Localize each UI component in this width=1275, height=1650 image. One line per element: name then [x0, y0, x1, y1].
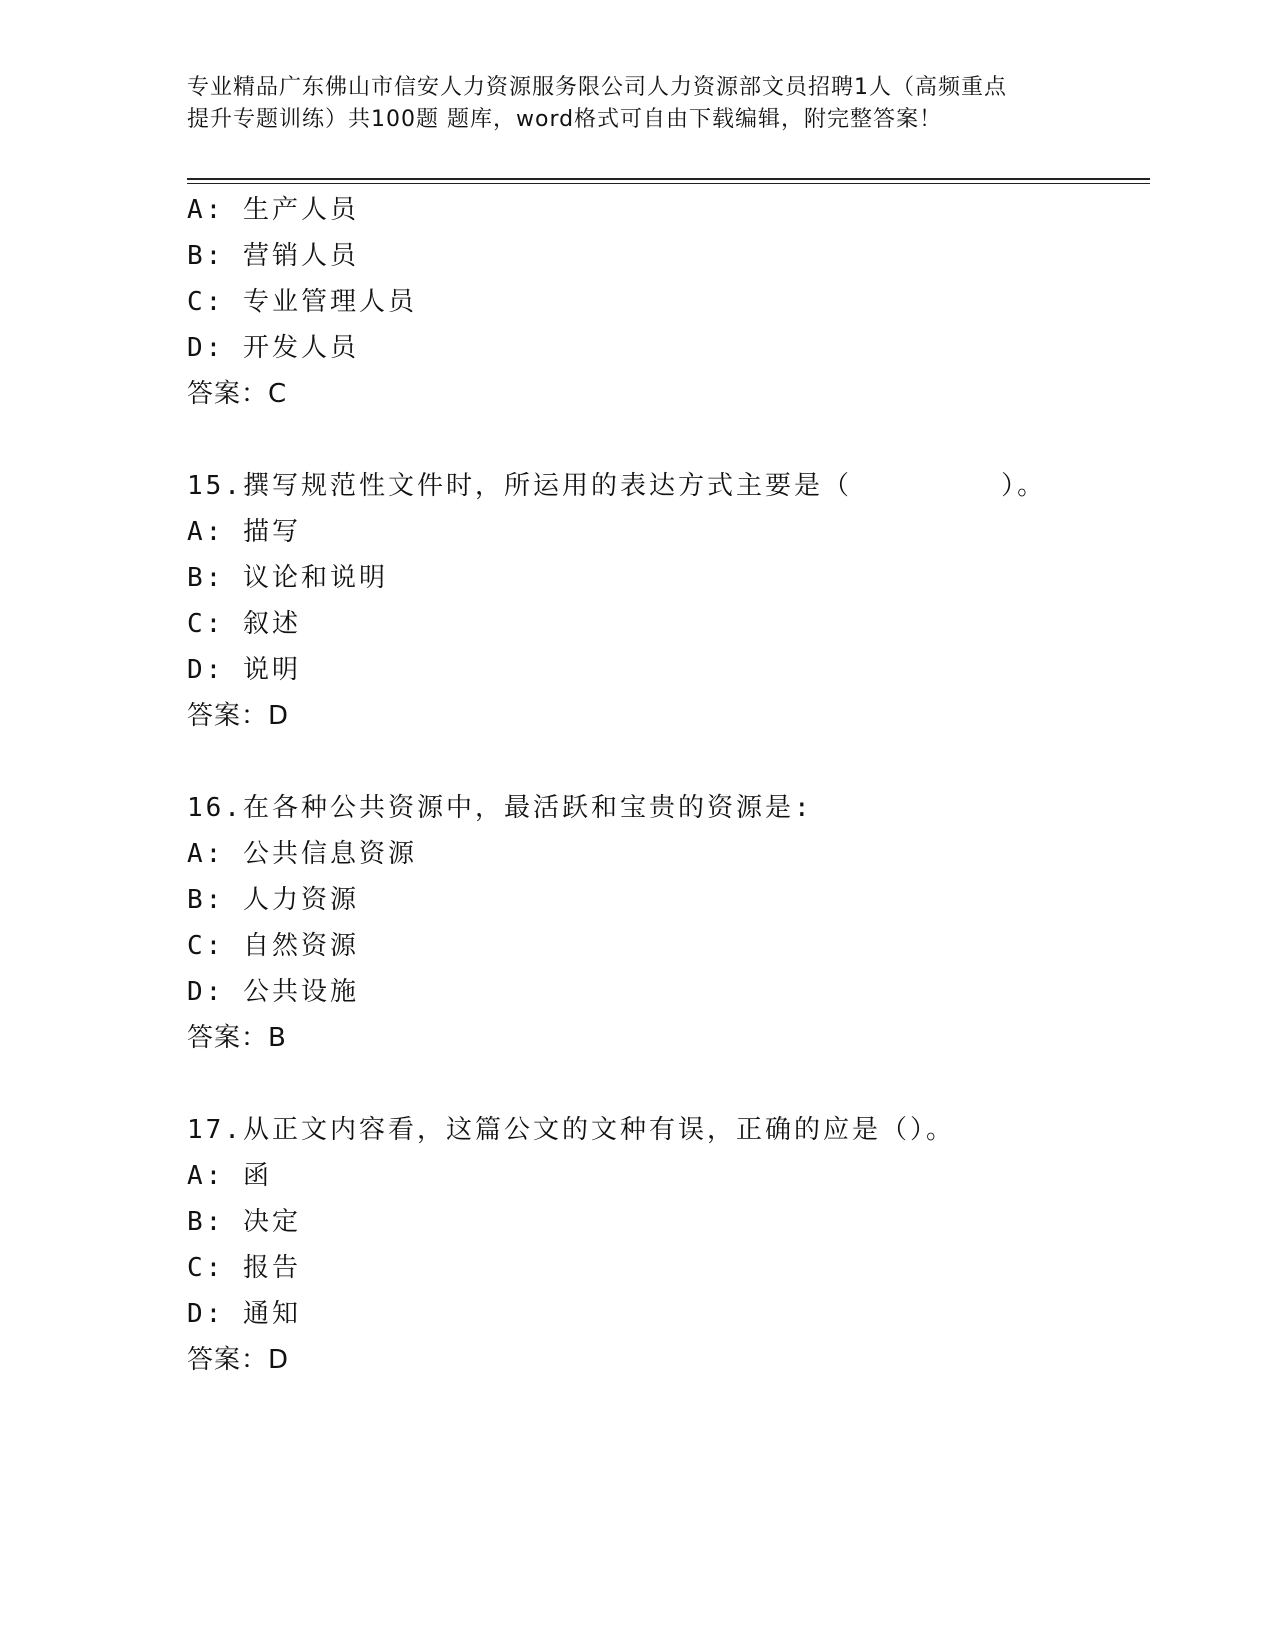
option-d: D: 开发人员	[187, 333, 359, 363]
option-c: C: 报告	[187, 1253, 301, 1283]
option-a: A: 函	[187, 1161, 272, 1191]
option-a: A: 公共信息资源	[187, 839, 417, 869]
question-block-15	[187, 463, 1150, 739]
question-block-17	[187, 1107, 1150, 1383]
question-block-14	[187, 187, 1150, 417]
option-b: B: 议论和说明	[187, 563, 388, 593]
option-c: C: 自然资源	[187, 931, 359, 961]
option-a: A: 生产人员	[187, 195, 359, 225]
answer: 答案：D	[187, 701, 290, 731]
option-c: C: 叙述	[187, 609, 301, 639]
option-d: D: 说明	[187, 655, 301, 685]
option-b: B: 决定	[187, 1207, 301, 1237]
question-list	[187, 187, 1150, 1383]
spacer	[187, 1061, 1150, 1107]
header-line-2: 提升专题训练）共100题 题库，word格式可自由下载编辑，附完整答案！	[187, 107, 943, 132]
question-stem: 15.撰写规范性文件时，所运用的表达方式主要是（ ）。	[187, 471, 1047, 501]
option-d: D: 通知	[187, 1299, 301, 1329]
question-block-16	[187, 785, 1150, 1061]
question-stem: 16.在各种公共资源中，最活跃和宝贵的资源是:	[187, 793, 813, 823]
question-stem: 17.从正文内容看，这篇公文的文种有误，正确的应是（）。	[187, 1115, 955, 1145]
answer: 答案：B	[187, 1023, 287, 1053]
option-a: A: 描写	[187, 517, 301, 547]
document-header	[187, 72, 1087, 136]
spacer	[187, 739, 1150, 785]
header-divider-thick	[187, 178, 1150, 180]
option-b: B: 人力资源	[187, 885, 359, 915]
answer: 答案：C	[187, 379, 288, 409]
option-d: D: 公共设施	[187, 977, 359, 1007]
option-b: B: 营销人员	[187, 241, 359, 271]
option-c: C: 专业管理人员	[187, 287, 417, 317]
header-divider-thin	[187, 183, 1150, 184]
spacer	[187, 417, 1150, 463]
header-line-1: 专业精品广东佛山市信安人力资源服务限公司人力资源部文员招聘1人（高频重点	[187, 75, 1007, 100]
answer: 答案：D	[187, 1345, 290, 1375]
